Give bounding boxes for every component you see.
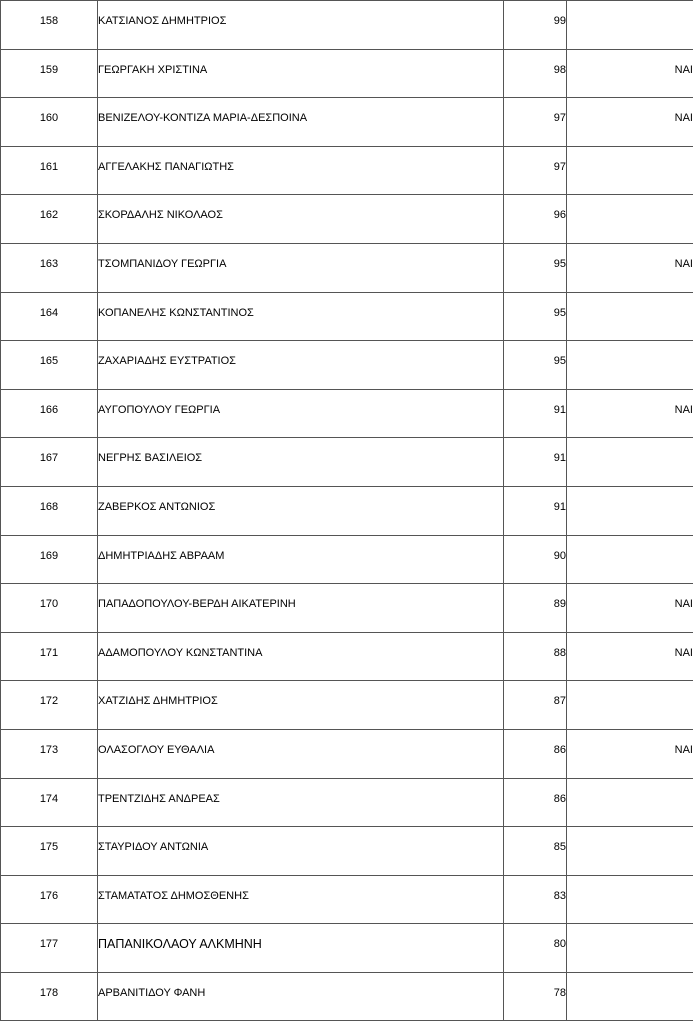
flag-value-cell	[567, 486, 693, 535]
score-value: 99	[553, 15, 566, 27]
score-value: 97	[553, 112, 566, 125]
candidate-name: ΚΟΠΑΝΕΛΗΣ ΚΩΝΣΤΑΝΤΙΝΟΣ	[98, 306, 254, 319]
flag-value-cell	[567, 389, 693, 438]
table-row	[1, 535, 693, 584]
row-number-cell	[1, 292, 98, 341]
score-value: 97	[553, 160, 566, 173]
candidate-name-cell	[98, 146, 504, 195]
candidate-name-cell	[98, 632, 504, 681]
table-row	[1, 729, 693, 778]
score-value-cell	[504, 875, 567, 924]
flag-value-cell	[567, 875, 693, 924]
score-value: 91	[553, 403, 566, 416]
candidate-name: ΠΑΠΑΝΙΚΟΛΑΟΥ ΑΛΚΜΗΝΗ	[98, 937, 262, 952]
row-number: 169	[39, 549, 59, 562]
candidate-name: ΟΛΑΣΟΓΛΟΥ ΕΥΘΑΛΙΑ	[98, 743, 215, 756]
table-row	[1, 584, 693, 633]
row-number: 175	[39, 841, 59, 854]
flag-value-cell	[567, 972, 693, 1021]
candidate-name-cell	[98, 98, 504, 147]
row-number: 161	[39, 160, 59, 173]
row-number: 164	[39, 306, 59, 319]
candidate-name: ΣΚΟΡΔΑΛΗΣ ΝΙΚΟΛΑΟΣ	[98, 209, 223, 222]
row-number: 159	[39, 63, 59, 76]
candidate-name: ΣΤΑΜΑΤΑΤΟΣ ΔΗΜΟΣΘΕΝΗΣ	[98, 889, 249, 902]
row-number-cell	[1, 875, 98, 924]
candidate-name-cell	[98, 243, 504, 292]
table-row	[1, 146, 693, 195]
flag-value-cell	[567, 98, 693, 147]
row-number: 176	[39, 889, 59, 902]
candidate-name: ΑΡΒΑΝΙΤΙΔΟΥ ΦΑΝΗ	[98, 986, 206, 999]
flag-value-cell	[567, 146, 693, 195]
row-number: 168	[39, 500, 59, 513]
flag-value-cell	[567, 243, 693, 292]
score-value-cell	[504, 146, 567, 195]
score-value-cell	[504, 486, 567, 535]
flag-value-cell	[567, 438, 693, 487]
candidate-name-cell	[98, 681, 504, 730]
candidate-name: ΝΕΓΡΗΣ ΒΑΣΙΛΕΙΟΣ	[98, 452, 203, 465]
candidate-name: ΣΤΑΥΡΙΔΟΥ ΑΝΤΩΝΙΑ	[98, 841, 209, 854]
score-value-cell	[504, 341, 567, 390]
candidate-name-cell	[98, 778, 504, 827]
table-row	[1, 1, 693, 50]
row-number: 178	[39, 986, 59, 999]
row-number-cell	[1, 632, 98, 681]
candidate-name-cell	[98, 486, 504, 535]
table-row	[1, 681, 693, 730]
score-value: 90	[553, 549, 566, 562]
score-value: 78	[553, 986, 566, 999]
score-value: 95	[553, 355, 566, 368]
flag-value-cell	[567, 729, 693, 778]
candidate-name-cell	[98, 875, 504, 924]
table-row	[1, 195, 693, 244]
row-number-cell	[1, 924, 98, 973]
flag-value-cell	[567, 195, 693, 244]
candidate-name-cell	[98, 49, 504, 98]
row-number-cell	[1, 389, 98, 438]
row-number: 170	[39, 598, 59, 611]
score-value: 86	[553, 792, 566, 805]
score-value-cell	[504, 243, 567, 292]
score-value-cell	[504, 535, 567, 584]
row-number-cell	[1, 438, 98, 487]
table-row	[1, 924, 693, 973]
flag-value-cell	[567, 632, 693, 681]
table-row	[1, 292, 693, 341]
row-number-cell	[1, 195, 98, 244]
candidate-name: ΚΑΤΣΙΑΝΟΣ ΔΗΜΗΤΡΙΟΣ	[98, 15, 227, 27]
candidate-name: ΔΗΜΗΤΡΙΑΔΗΣ ΑΒΡΑΑΜ	[98, 549, 225, 562]
candidate-name-cell	[98, 924, 504, 973]
candidate-name-cell	[98, 584, 504, 633]
row-number: 158	[39, 15, 59, 27]
row-number-cell	[1, 729, 98, 778]
row-number-cell	[1, 972, 98, 1021]
score-value-cell	[504, 1, 567, 50]
candidate-name-cell	[98, 292, 504, 341]
flag-value-cell	[567, 49, 693, 98]
table-row	[1, 389, 693, 438]
flag-value-cell	[567, 924, 693, 973]
row-number: 171	[39, 646, 59, 659]
candidate-name-cell	[98, 972, 504, 1021]
score-value-cell	[504, 292, 567, 341]
candidate-name: ΓΕΩΡΓΑΚΗ ΧΡΙΣΤΙΝΑ	[98, 63, 208, 76]
table-row	[1, 486, 693, 535]
score-value: 96	[553, 209, 566, 222]
candidate-name: ΑΥΓΟΠΟΥΛΟΥ ΓΕΩΡΓΙΑ	[98, 403, 221, 416]
score-value-cell	[504, 778, 567, 827]
row-number: 172	[39, 695, 59, 708]
flag-value-cell	[567, 827, 693, 876]
row-number-cell	[1, 681, 98, 730]
row-number: 160	[39, 112, 59, 125]
table-body	[1, 1, 693, 1021]
flag-value: ΝΑΙ	[674, 403, 693, 416]
candidate-name: ΖΑΒΕΡΚΟΣ ΑΝΤΩΝΙΟΣ	[98, 500, 216, 513]
score-value-cell	[504, 827, 567, 876]
row-number-cell	[1, 1, 98, 50]
row-number: 177	[39, 938, 59, 951]
flag-value-cell	[567, 584, 693, 633]
flag-value-cell	[567, 681, 693, 730]
table-row	[1, 438, 693, 487]
candidate-name: ΤΣΟΜΠΑΝΙΔΟΥ ΓΕΩΡΓΙΑ	[98, 257, 227, 270]
flag-value: ΝΑΙ	[674, 646, 693, 659]
candidate-name: ΠΑΠΑΔΟΠΟΥΛΟΥ-ΒΕΡΔΗ ΑΙΚΑΤΕΡΙΝΗ	[98, 598, 296, 611]
flag-value-cell	[567, 292, 693, 341]
flag-value: ΝΑΙ	[674, 112, 693, 125]
table-row	[1, 778, 693, 827]
row-number-cell	[1, 98, 98, 147]
score-value: 85	[553, 841, 566, 854]
candidate-name: ΑΔΑΜΟΠΟΥΛΟΥ ΚΩΝΣΤΑΝΤΙΝΑ	[98, 646, 263, 659]
candidate-name: ΖΑΧΑΡΙΑΔΗΣ ΕΥΣΤΡΑΤΙΟΣ	[98, 355, 236, 368]
table-row	[1, 972, 693, 1021]
score-value-cell	[504, 49, 567, 98]
flag-value: ΝΑΙ	[674, 63, 693, 76]
candidate-name: ΤΡΕΝΤΖΙΔΗΣ ΑΝΔΡΕΑΣ	[98, 792, 220, 805]
score-value-cell	[504, 389, 567, 438]
candidate-name-cell	[98, 535, 504, 584]
table-row	[1, 632, 693, 681]
score-value: 86	[553, 743, 566, 756]
score-value-cell	[504, 972, 567, 1021]
score-value-cell	[504, 438, 567, 487]
candidate-name-cell	[98, 827, 504, 876]
table-row	[1, 827, 693, 876]
score-value-cell	[504, 584, 567, 633]
score-value: 83	[553, 889, 566, 902]
row-number-cell	[1, 827, 98, 876]
flag-value: ΝΑΙ	[674, 257, 693, 270]
row-number-cell	[1, 535, 98, 584]
flag-value-cell	[567, 341, 693, 390]
flag-value: ΝΑΙ	[674, 743, 693, 756]
score-value-cell	[504, 195, 567, 244]
row-number: 162	[39, 209, 59, 222]
table-row	[1, 341, 693, 390]
score-value: 91	[553, 500, 566, 513]
score-value: 98	[553, 63, 566, 76]
row-number-cell	[1, 146, 98, 195]
row-number: 174	[39, 792, 59, 805]
score-value-cell	[504, 924, 567, 973]
flag-value-cell	[567, 1, 693, 50]
candidate-name-cell	[98, 438, 504, 487]
candidate-name: ΑΓΓΕΛΑΚΗΣ ΠΑΝΑΓΙΩΤΗΣ	[98, 160, 234, 173]
score-value: 91	[553, 452, 566, 465]
table-row	[1, 875, 693, 924]
row-number: 167	[39, 452, 59, 465]
flag-value-cell	[567, 535, 693, 584]
table-row	[1, 98, 693, 147]
row-number: 166	[39, 403, 59, 416]
score-value-cell	[504, 681, 567, 730]
score-value-cell	[504, 632, 567, 681]
row-number-cell	[1, 778, 98, 827]
score-value: 80	[553, 938, 566, 951]
flag-value: ΝΑΙ	[674, 598, 693, 611]
row-number: 165	[39, 355, 59, 368]
score-value-cell	[504, 98, 567, 147]
row-number: 173	[39, 743, 59, 756]
candidate-name-cell	[98, 341, 504, 390]
flag-value-cell	[567, 778, 693, 827]
score-value: 95	[553, 306, 566, 319]
candidate-name: ΧΑΤΖΙΔΗΣ ΔΗΜΗΤΡΙΟΣ	[98, 695, 218, 708]
candidate-name-cell	[98, 389, 504, 438]
row-number-cell	[1, 584, 98, 633]
score-value-cell	[504, 729, 567, 778]
score-value: 95	[553, 257, 566, 270]
candidate-name-cell	[98, 729, 504, 778]
row-number-cell	[1, 49, 98, 98]
table-row	[1, 49, 693, 98]
row-number-cell	[1, 243, 98, 292]
candidate-name-cell	[98, 195, 504, 244]
row-number-cell	[1, 486, 98, 535]
table-row	[1, 243, 693, 292]
candidate-name: ΒΕΝΙΖΕΛΟΥ-ΚΟΝΤΙΖΑ ΜΑΡΙΑ-ΔΕΣΠΟΙΝΑ	[98, 112, 308, 125]
score-value: 87	[553, 695, 566, 708]
score-value: 88	[553, 646, 566, 659]
candidate-name-cell	[98, 1, 504, 50]
row-number: 163	[39, 257, 59, 270]
score-value: 89	[553, 598, 566, 611]
row-number-cell	[1, 341, 98, 390]
